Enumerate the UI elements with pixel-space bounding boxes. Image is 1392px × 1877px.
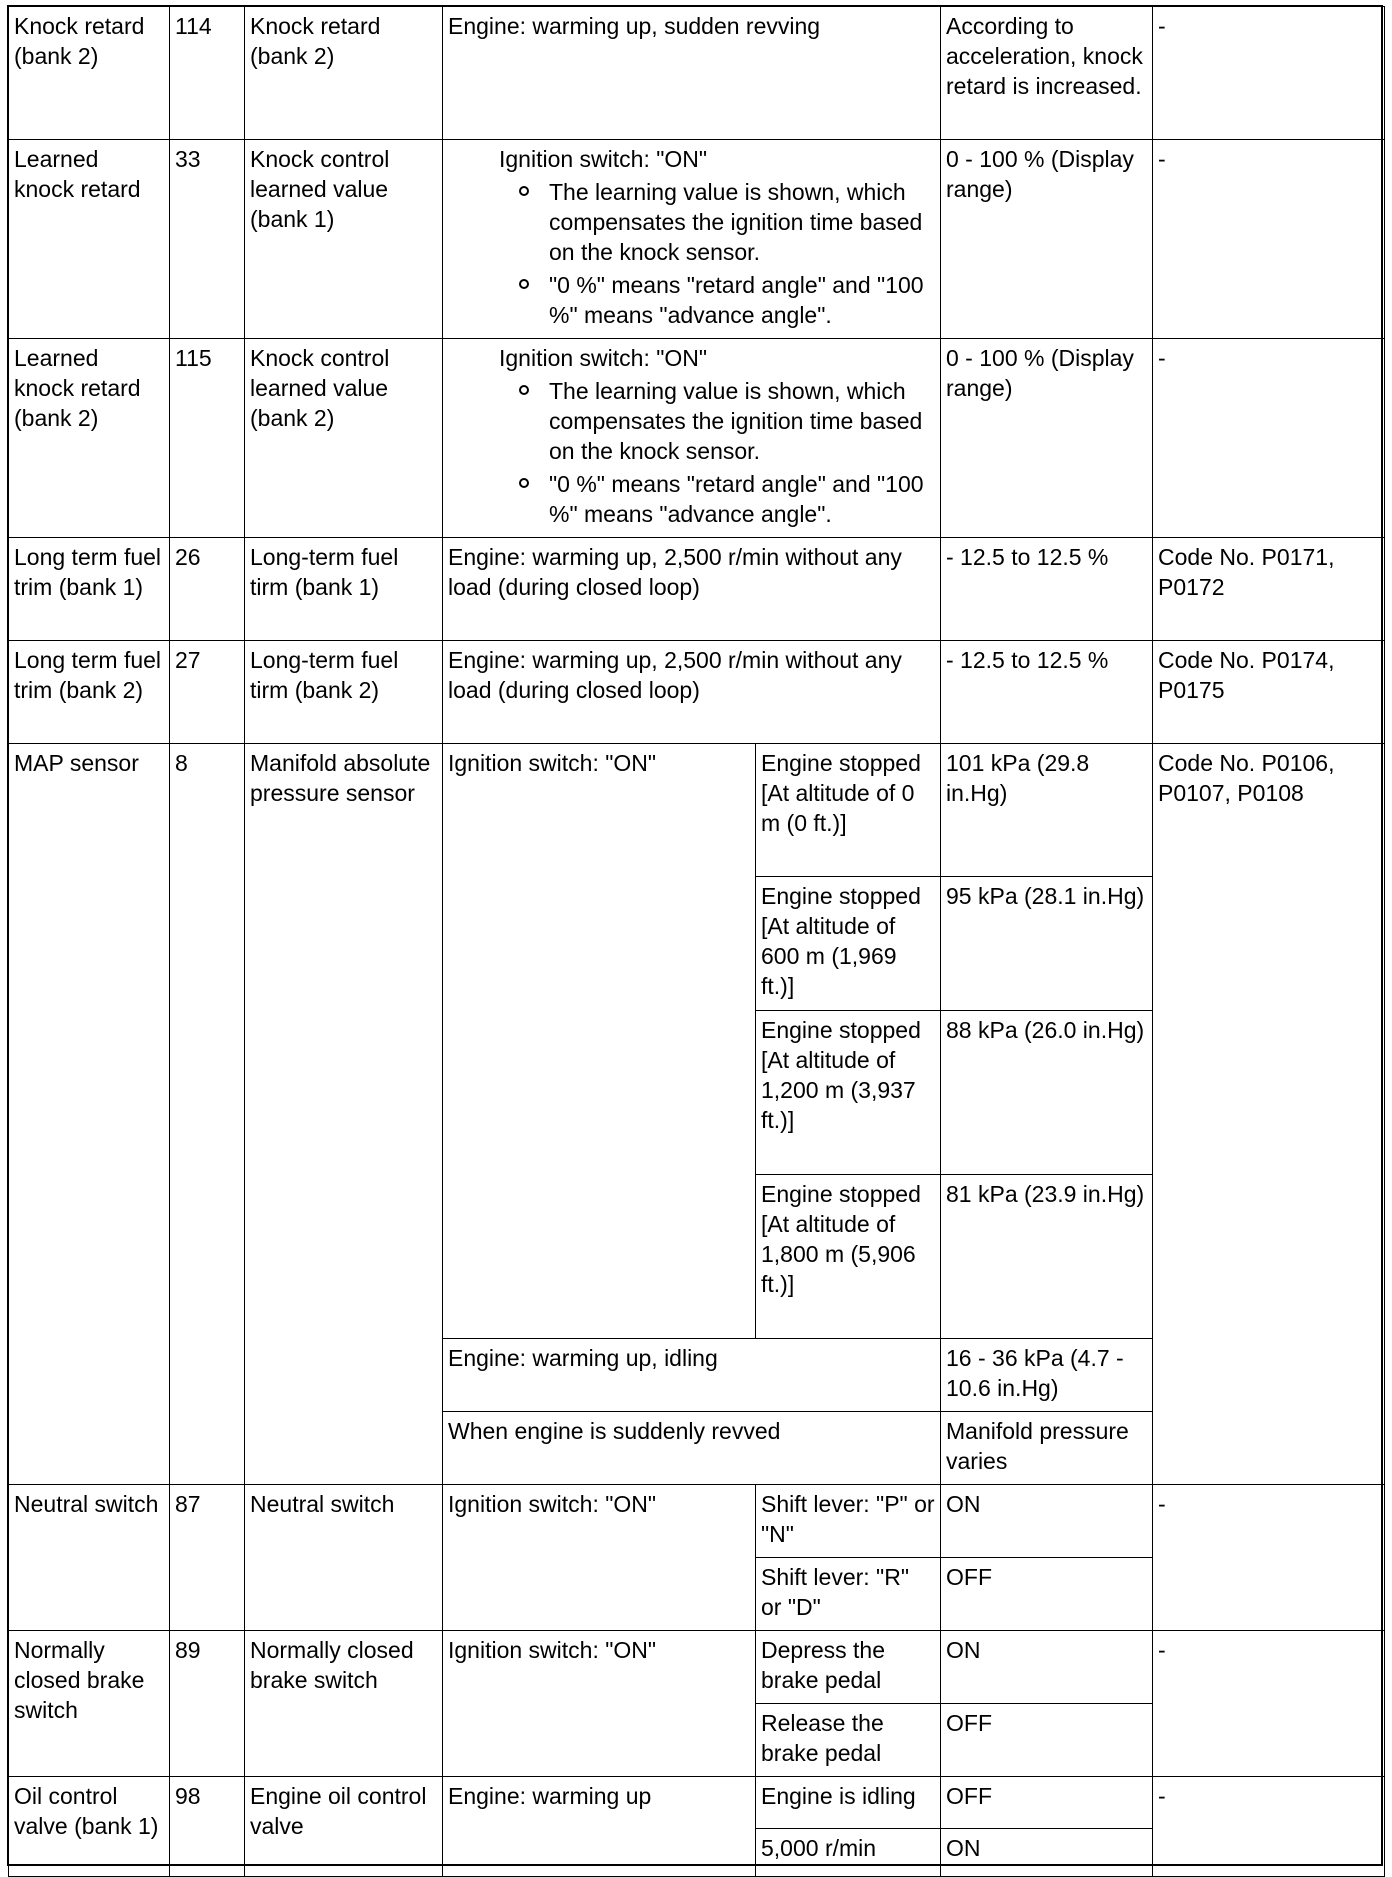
- value-cell: 95 kPa (28.1 in.Hg): [941, 877, 1153, 1011]
- description-cell: Long-term fuel tirm (bank 1): [245, 538, 443, 641]
- number-cell: 27: [170, 641, 245, 744]
- list-item: [448, 469, 935, 529]
- sub-condition-cell: Depress the brake pedal: [756, 1631, 941, 1704]
- item-cell: Knock retard (bank 2): [9, 7, 170, 140]
- value-cell: 0 - 100 % (Display range): [941, 339, 1153, 538]
- number-cell: 98: [170, 1777, 245, 1877]
- number-cell: 114: [170, 7, 245, 140]
- item-cell: Neutral switch: [9, 1485, 170, 1631]
- value-cell: 88 kPa (26.0 in.Hg): [941, 1011, 1153, 1175]
- value-cell: ON: [941, 1631, 1153, 1704]
- description-cell: Long-term fuel tirm (bank 2): [245, 641, 443, 744]
- data-monitor-table: [8, 6, 1385, 1877]
- bullet-text: "0 %" means "retard angle" and "100 %" means "advance angle".: [549, 272, 924, 328]
- condition-cell: Ignition switch: "ON": [443, 1485, 756, 1631]
- number-cell: 115: [170, 339, 245, 538]
- sub-condition-cell: Engine stopped [At altitude of 0 m (0 ft.)]: [756, 744, 941, 877]
- condition-cell: Ignition switch: "ON": [443, 1631, 756, 1777]
- condition-cell: Engine: warming up, 2,500 r/min without any load (during closed loop): [443, 641, 941, 744]
- item-cell: Oil control valve (bank 1): [9, 1777, 170, 1877]
- number-cell: 26: [170, 538, 245, 641]
- description-cell: Neutral switch: [245, 1485, 443, 1631]
- value-cell: 101 kPa (29.8 in.Hg): [941, 744, 1153, 877]
- bullet-icon: [519, 279, 529, 289]
- condition-cell: Engine: warming up, 2,500 r/min without any load (during closed loop): [443, 538, 941, 641]
- remark-cell: -: [1153, 339, 1385, 538]
- condition-cell: When engine is suddenly revved: [443, 1412, 941, 1485]
- value-cell: OFF: [941, 1704, 1153, 1777]
- sub-condition-cell: Engine stopped [At altitude of 600 m (1,969 ft.)]: [756, 877, 941, 1011]
- value-cell: Manifold pressure varies: [941, 1412, 1153, 1485]
- table-row: [9, 7, 1385, 140]
- sub-condition-cell: 5,000 r/min: [756, 1829, 941, 1877]
- remark-cell: -: [1153, 1631, 1385, 1777]
- table-row: [9, 641, 1385, 744]
- remark-cell: -: [1153, 140, 1385, 339]
- condition-cell: [443, 339, 941, 538]
- condition-cell: Engine: warming up, sudden revving: [443, 7, 941, 140]
- value-cell: - 12.5 to 12.5 %: [941, 538, 1153, 641]
- value-cell: According to acceleration, knock retard is increased.: [941, 7, 1153, 140]
- item-cell: Learned knock retard (bank 2): [9, 339, 170, 538]
- item-cell: Normally closed brake switch: [9, 1631, 170, 1777]
- description-cell: Knock retard (bank 2): [245, 7, 443, 140]
- table-row: [9, 538, 1385, 641]
- value-cell: - 12.5 to 12.5 %: [941, 641, 1153, 744]
- bullet-list: [448, 177, 935, 330]
- condition-cell: Engine: warming up, idling: [443, 1339, 941, 1412]
- table-row: [9, 744, 1385, 877]
- value-cell: 0 - 100 % (Display range): [941, 140, 1153, 339]
- table-row: [9, 1777, 1385, 1829]
- remark-cell: Code No. P0171, P0172: [1153, 538, 1385, 641]
- condition-cell: Ignition switch: "ON": [443, 744, 756, 1339]
- bullet-icon: [519, 478, 529, 488]
- sub-condition-cell: Engine stopped [At altitude of 1,200 m (3,937 ft.)]: [756, 1011, 941, 1175]
- bullet-icon: [519, 186, 529, 196]
- remark-cell: -: [1153, 1777, 1385, 1877]
- sub-condition-cell: Engine stopped [At altitude of 1,800 m (5,906 ft.)]: [756, 1175, 941, 1339]
- description-cell: Engine oil control valve: [245, 1777, 443, 1877]
- bullet-text: "0 %" means "retard angle" and "100 %" means "advance angle".: [549, 471, 924, 527]
- table-row: [9, 1631, 1385, 1704]
- sub-condition-cell: Shift lever: "P" or "N": [756, 1485, 941, 1558]
- bullet-text: The learning value is shown, which compensates the ignition time based on the knock sensor.: [549, 378, 923, 464]
- table-row: [9, 1485, 1385, 1558]
- value-cell: OFF: [941, 1558, 1153, 1631]
- item-cell: Long term fuel trim (bank 2): [9, 641, 170, 744]
- bullet-icon: [519, 385, 529, 395]
- value-cell: ON: [941, 1485, 1153, 1558]
- description-cell: Normally closed brake switch: [245, 1631, 443, 1777]
- list-item: [448, 376, 935, 466]
- remark-cell: -: [1153, 7, 1385, 140]
- list-item: [448, 177, 935, 267]
- remark-cell: Code No. P0174, P0175: [1153, 641, 1385, 744]
- list-item: [448, 270, 935, 330]
- value-cell: 16 - 36 kPa (4.7 - 10.6 in.Hg): [941, 1339, 1153, 1412]
- item-cell: Long term fuel trim (bank 1): [9, 538, 170, 641]
- description-cell: Knock control learned value (bank 1): [245, 140, 443, 339]
- description-cell: Manifold absolute pressure sensor: [245, 744, 443, 1485]
- value-cell: OFF: [941, 1777, 1153, 1829]
- condition-lead: Ignition switch: "ON": [499, 146, 708, 172]
- item-cell: MAP sensor: [9, 744, 170, 1485]
- item-cell: Learned knock retard: [9, 140, 170, 339]
- bullet-text: The learning value is shown, which compensates the ignition time based on the knock sensor.: [549, 179, 923, 265]
- number-cell: 87: [170, 1485, 245, 1631]
- number-cell: 33: [170, 140, 245, 339]
- value-cell: ON: [941, 1829, 1153, 1877]
- remark-cell: -: [1153, 1485, 1385, 1631]
- description-cell: Knock control learned value (bank 2): [245, 339, 443, 538]
- remark-cell: Code No. P0106, P0107, P0108: [1153, 744, 1385, 1485]
- value-cell: 81 kPa (23.9 in.Hg): [941, 1175, 1153, 1339]
- number-cell: 89: [170, 1631, 245, 1777]
- condition-cell: [443, 140, 941, 339]
- bullet-list: [448, 376, 935, 529]
- sub-condition-cell: Release the brake pedal: [756, 1704, 941, 1777]
- table-row: [9, 339, 1385, 538]
- condition-cell: Engine: warming up: [443, 1777, 756, 1877]
- condition-lead: Ignition switch: "ON": [499, 345, 708, 371]
- table-row: [9, 140, 1385, 339]
- sub-condition-cell: Shift lever: "R" or "D": [756, 1558, 941, 1631]
- number-cell: 8: [170, 744, 245, 1485]
- sub-condition-cell: Engine is idling: [756, 1777, 941, 1829]
